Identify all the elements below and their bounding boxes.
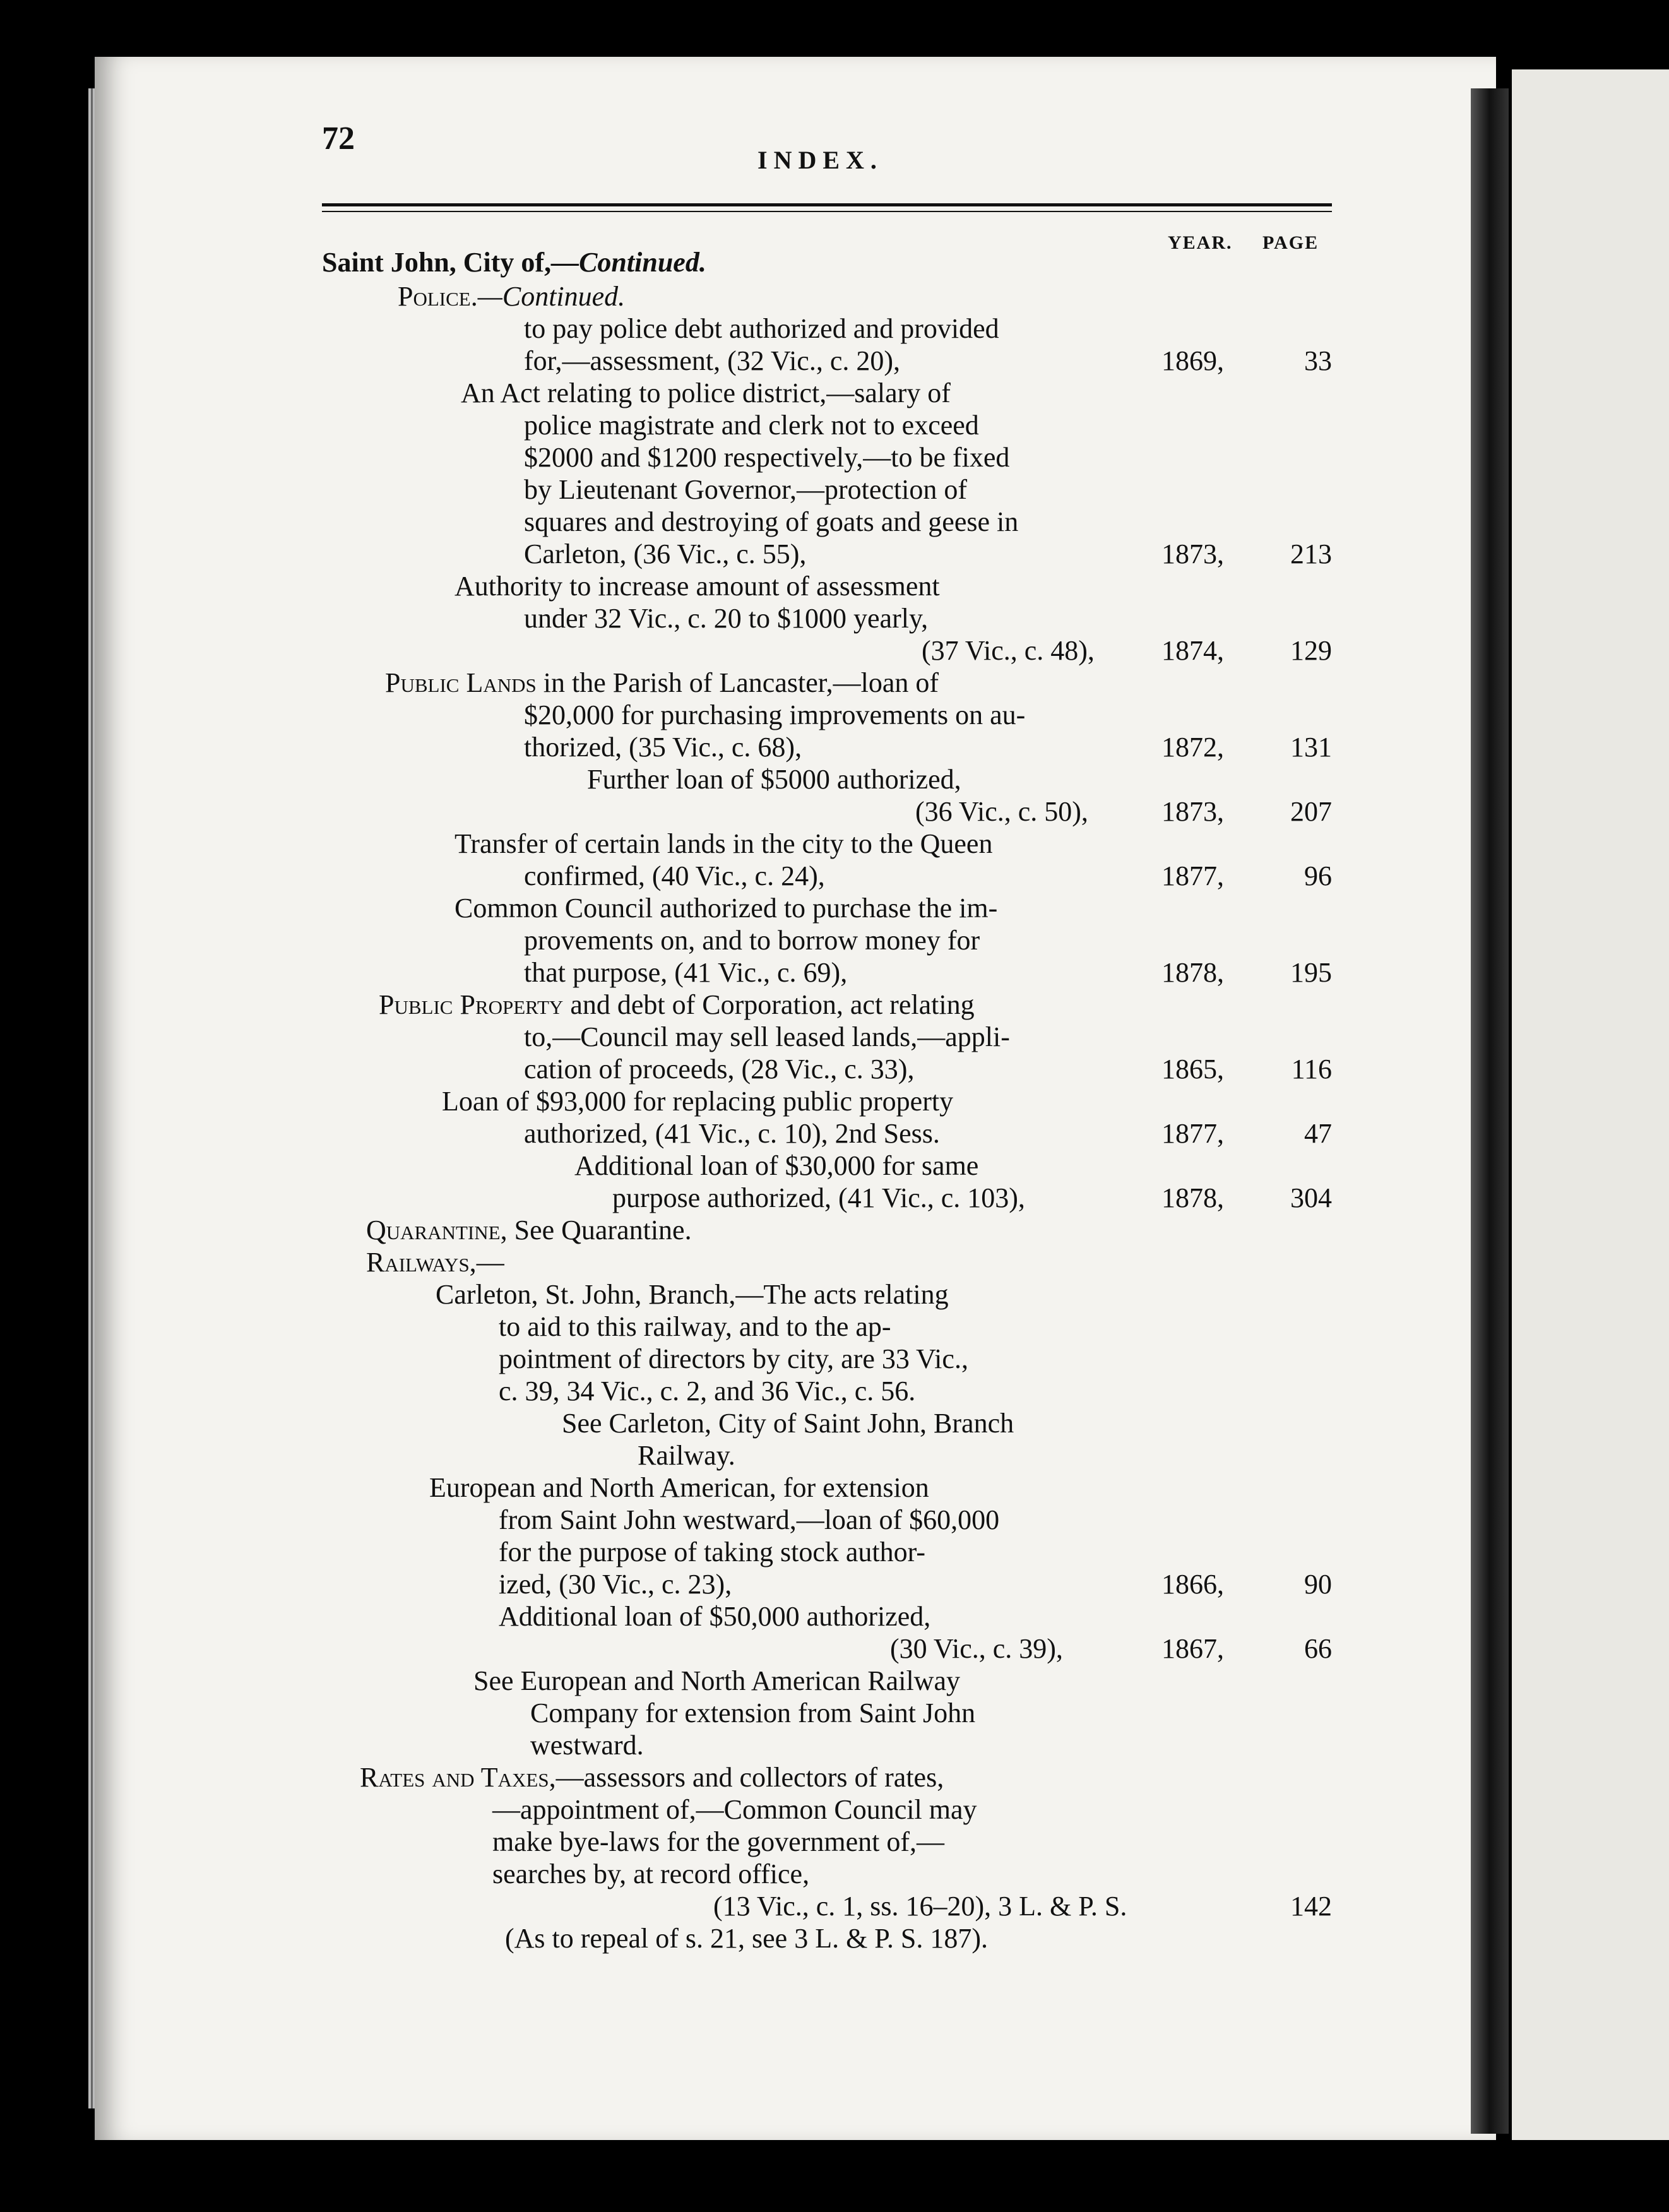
- index-page-ref: 116: [1291, 1054, 1332, 1085]
- index-line-text: [398, 280, 625, 313]
- index-line-fragment: See Carleton, City of Saint John, Branch: [562, 1408, 1014, 1439]
- index-line-text: [524, 1053, 914, 1086]
- index-line-text: [915, 795, 1088, 828]
- index-line-fragment: Railway.: [638, 1440, 735, 1471]
- column-header-year: YEAR.: [1168, 232, 1233, 253]
- index-line-text: [499, 1568, 732, 1601]
- index-line-text: [473, 1665, 960, 1698]
- index-line-fragment: —: [476, 1247, 504, 1278]
- index-line-fragment: Quarantine,: [366, 1215, 508, 1246]
- index-line-fragment: European and North American, for extension: [429, 1472, 929, 1503]
- index-line-text: [461, 377, 951, 410]
- index-line-fragment: —Continued.: [477, 281, 626, 312]
- index-line-text: [442, 1085, 953, 1118]
- index-line-fragment: ized, (30 Vic., c. 23),: [499, 1569, 732, 1600]
- index-line-text: [524, 441, 1009, 474]
- running-title: INDEX.: [757, 146, 883, 174]
- index-line-fragment: to pay police debt authorized and provided: [524, 313, 999, 344]
- index-line-fragment: westward.: [530, 1730, 644, 1761]
- index-line-text: [524, 924, 980, 957]
- index-page-ref: 304: [1290, 1182, 1332, 1213]
- index-line-fragment: c. 39, 34 Vic., c. 2, and 36 Vic., c. 56.: [499, 1376, 916, 1406]
- index-line-text: [524, 699, 1025, 732]
- index-page-ref: 90: [1304, 1569, 1332, 1600]
- index-year: 1877,: [1161, 1118, 1224, 1149]
- index-page-ref: 213: [1290, 538, 1332, 569]
- index-line-text: [499, 1536, 925, 1569]
- index-line-fragment: to,—Council may sell leased lands,—appli-: [524, 1021, 1010, 1052]
- index-line-fragment: Public Lands: [385, 667, 537, 698]
- index-line-fragment: pointment of directors by city, are 33 Vic.,: [499, 1343, 968, 1374]
- index-line-fragment: Additional loan of $30,000 for same: [574, 1150, 979, 1181]
- index-line-fragment: confirmed, (40 Vic., c. 24),: [524, 860, 825, 891]
- index-line-text: [524, 506, 1018, 538]
- index-line-text: [524, 538, 806, 571]
- index-line-fragment: Carleton, (36 Vic., c. 55),: [524, 538, 807, 569]
- index-line-text: [524, 409, 979, 442]
- index-line-text: [524, 1021, 1010, 1054]
- index-line-text: [713, 1890, 1127, 1923]
- index-line-text: [524, 473, 967, 506]
- index-line-fragment: Carleton, St. John, Branch,—The acts relating: [436, 1279, 949, 1310]
- index-line-text: [492, 1826, 944, 1858]
- index-line-text: [574, 1150, 978, 1182]
- index-page-ref: 47: [1304, 1118, 1332, 1149]
- index-page-ref: 207: [1290, 796, 1332, 827]
- index-line-text: [890, 1632, 1063, 1665]
- index-line-text: [524, 312, 999, 345]
- index-line-fragment: Common Council authorized to purchase the im-: [454, 893, 998, 924]
- index-line-text: [492, 1793, 977, 1826]
- index-line-text: [454, 892, 997, 925]
- index-line-fragment: provements on, and to borrow money for: [524, 925, 980, 956]
- index-line-text: [530, 1729, 644, 1762]
- index-line-fragment: cation of proceeds, (28 Vic., c. 33),: [524, 1054, 915, 1085]
- index-year: 1872,: [1161, 732, 1224, 763]
- index-line-fragment: Saint John, City of,: [322, 247, 552, 278]
- index-line-fragment: Railways,: [366, 1247, 477, 1278]
- index-year: 1865,: [1161, 1054, 1224, 1085]
- index-line-fragment: See Quarantine.: [507, 1215, 692, 1246]
- index-line-fragment: make bye-laws for the government of,—: [492, 1826, 944, 1857]
- facing-page: [1512, 69, 1669, 2140]
- index-page-ref: 96: [1304, 860, 1332, 891]
- index-line-text: [505, 1922, 988, 1955]
- index-line-fragment: (36 Vic., c. 50),: [915, 796, 1088, 827]
- index-line-text: [524, 860, 825, 893]
- index-line-fragment: that purpose, (41 Vic., c. 69),: [524, 957, 848, 988]
- index-page-ref: 195: [1290, 957, 1332, 988]
- index-line-fragment: Rates and Taxes,: [360, 1762, 556, 1793]
- index-page-ref: 129: [1290, 635, 1332, 666]
- index-year: 1867,: [1161, 1633, 1224, 1664]
- index-line-fragment: to aid to this railway, and to the ap-: [499, 1311, 891, 1342]
- index-line-fragment: (30 Vic., c. 39),: [890, 1633, 1063, 1664]
- index-line-text: [524, 731, 802, 764]
- index-line-text: [587, 763, 961, 796]
- column-header-page: PAGE: [1262, 232, 1319, 253]
- index-year: 1878,: [1161, 1182, 1224, 1213]
- index-line-fragment: purpose authorized, (41 Vic., c. 103),: [612, 1182, 1025, 1213]
- index-year: 1878,: [1161, 957, 1224, 988]
- book-gutter: [1471, 88, 1509, 2134]
- index-line-text: [562, 1407, 1014, 1440]
- index-line-fragment: An Act relating to police district,—salary of: [461, 378, 951, 408]
- index-line-fragment: Further loan of $5000 authorized,: [587, 764, 961, 795]
- index-page-ref: 33: [1304, 345, 1332, 376]
- index-line-fragment: authorized, (41 Vic., c. 10), 2nd Sess.: [524, 1118, 940, 1149]
- index-line-fragment: —Continued.: [551, 247, 706, 278]
- index-line-text: [360, 1761, 944, 1794]
- index-line-fragment: Company for extension from Saint John: [530, 1698, 976, 1728]
- index-line-fragment: (37 Vic., c. 48),: [922, 635, 1095, 666]
- index-line-text: [322, 246, 706, 279]
- index-line-text: [638, 1439, 735, 1472]
- index-line-text: [499, 1600, 930, 1633]
- index-line-fragment: in the Parish of Lancaster,—loan of: [536, 667, 939, 698]
- index-line-fragment: (13 Vic., c. 1, ss. 16–20), 3 L. & P. S.: [713, 1891, 1127, 1922]
- index-line-fragment: for the purpose of taking stock author-: [499, 1537, 926, 1567]
- index-line-text: [499, 1504, 999, 1537]
- index-line-fragment: Loan of $93,000 for replacing public property: [442, 1086, 954, 1117]
- index-line-text: [499, 1311, 891, 1343]
- index-line-text: [429, 1472, 929, 1504]
- index-line-text: [524, 956, 847, 989]
- index-line-fragment: from Saint John westward,—loan of $60,000: [499, 1504, 1000, 1535]
- index-line-text: [530, 1697, 975, 1730]
- index-page-ref: 142: [1290, 1891, 1332, 1922]
- index-line-fragment: thorized, (35 Vic., c. 68),: [524, 732, 802, 763]
- header-rule-thin: [322, 211, 1332, 212]
- header-rule-thick: [322, 203, 1332, 206]
- index-line-fragment: Authority to increase amount of assessment: [454, 571, 940, 602]
- index-line-text: [492, 1858, 809, 1891]
- index-line-text: [454, 570, 940, 603]
- index-line-fragment: squares and destroying of goats and geese in: [524, 506, 1019, 537]
- index-line-text: [499, 1343, 968, 1376]
- index-line-fragment: and debt of Corporation, act relating: [563, 989, 975, 1020]
- index-line-text: [366, 1214, 692, 1247]
- index-year: 1866,: [1161, 1569, 1224, 1600]
- index-line-fragment: Police.: [398, 281, 478, 312]
- index-line-fragment: for,—assessment, (32 Vic., c. 20),: [524, 345, 900, 376]
- index-line-fragment: —appointment of,—Common Council may: [492, 1794, 977, 1825]
- index-line-text: [379, 989, 975, 1021]
- index-page-ref: 66: [1304, 1633, 1332, 1664]
- index-year: 1869,: [1161, 345, 1224, 376]
- index-page-ref: 131: [1290, 732, 1332, 763]
- index-line-text: [499, 1375, 915, 1408]
- index-line-fragment: See European and North American Railway: [473, 1665, 960, 1696]
- index-line-fragment: Public Property: [379, 989, 564, 1020]
- index-line-fragment: —assessors and collectors of rates,: [555, 1762, 944, 1793]
- index-line-fragment: searches by, at record office,: [492, 1858, 810, 1889]
- index-line-text: [524, 345, 900, 378]
- index-line-text: [385, 667, 939, 699]
- index-year: 1877,: [1161, 860, 1224, 891]
- index-line-text: [524, 1117, 940, 1150]
- index-page-content: [322, 120, 1332, 2077]
- page-number: 72: [322, 121, 355, 157]
- index-line-text: [454, 828, 992, 860]
- index-line-text: [922, 634, 1095, 667]
- index-line-text: [612, 1182, 1025, 1215]
- index-line-fragment: (As to repeal of s. 21, see 3 L. & P. S. 187).: [505, 1923, 989, 1954]
- index-line-fragment: under 32 Vic., c. 20 to $1000 yearly,: [524, 603, 929, 634]
- index-year: 1873,: [1161, 538, 1224, 569]
- index-line-text: [436, 1278, 949, 1311]
- index-year: 1873,: [1161, 796, 1224, 827]
- index-line-text: [366, 1246, 504, 1279]
- index-line-fragment: by Lieutenant Governor,—protection of: [524, 474, 968, 505]
- index-line-fragment: $20,000 for purchasing improvements on au-: [524, 699, 1026, 730]
- index-line-text: [524, 602, 928, 635]
- index-line-fragment: Transfer of certain lands in the city to the Queen: [454, 828, 993, 859]
- index-year: 1874,: [1161, 635, 1224, 666]
- index-line-fragment: $2000 and $1200 respectively,—to be fixed: [524, 442, 1010, 473]
- index-line-fragment: police magistrate and clerk not to exceed: [524, 410, 979, 441]
- index-line-fragment: Additional loan of $50,000 authorized,: [499, 1601, 931, 1632]
